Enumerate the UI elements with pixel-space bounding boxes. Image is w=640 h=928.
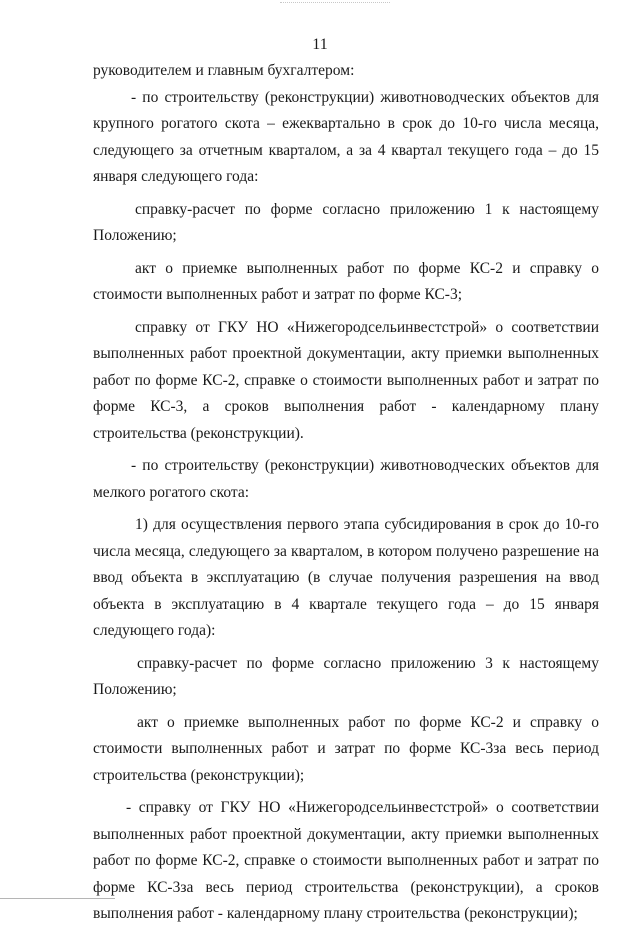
page-number: 11 bbox=[312, 36, 328, 53]
paragraph-large-cattle: - по строительству (реконструкции) животноводческих объектов для крупного рогатого скота – ежеквартально в срок до 10-го числа месяца, следующего за отчетным кварталом, а за 4 квартал текущего года – до 15 января следующего года: bbox=[93, 88, 599, 185]
paragraph-gku-certificate-full-period: - справку от ГКУ НО «Нижегородсельинвестстрой» о соответствии выполненных работ проектной документации, акту приемки выполненных работ по форме КС-2, справке о стоимости выполненных работ и затрат по форме КС-3за весь период строительства (реконструкции), а сроков выполнения работ - календарному плану строительства (реконструкции); bbox=[93, 799, 599, 922]
paragraph-act-ks2-ks3: акт о приемке выполненных работ по форме КС-2 и справку о стоимости выполненных работ и затрат по форме КС-3; bbox=[93, 259, 599, 303]
paragraph-small-cattle: - по строительству (реконструкции) животноводческих объектов для мелкого рогатого скота: bbox=[93, 457, 599, 501]
footnote-divider bbox=[0, 898, 115, 899]
paragraph-calc-form-1: справку-расчет по форме согласно приложению 1 к настоящему Положению; bbox=[93, 200, 599, 244]
paragraph-first-stage: 1) для осуществления первого этапа субсидирования в срок до 10-го числа месяца, следующего за кварталом, в котором получено разрешение на ввод объекта в эксплуатацию (в случае получения разрешения на ввод объекта в эксплуатацию в 4 квартале текущего года – до 15 января следующего года): bbox=[93, 516, 599, 639]
scan-artifact-top bbox=[280, 2, 390, 9]
paragraph-gku-certificate: справку от ГКУ НО «Нижегородсельинвестстрой» о соответствии выполненных работ проектной документации, акту приемки выполненных работ по форме КС-2, справке о стоимости выполненных работ и затрат по форме КС-3, а сроков выполнения работ - календарному плану строительства (реконструкции). bbox=[93, 318, 599, 442]
paragraph-calc-form-3: справку-расчет по форме согласно приложению 3 к настоящему Положению; bbox=[93, 654, 599, 698]
paragraph-intro: руководителем и главным бухгалтером: bbox=[93, 62, 355, 79]
document-body bbox=[93, 58, 599, 928]
paragraph-act-full-period: акт о приемке выполненных работ по форме КС-2 и справку о стоимости выполненных работ и затрат по форме КС-3за весь период строительства (реконструкции); bbox=[93, 713, 599, 784]
